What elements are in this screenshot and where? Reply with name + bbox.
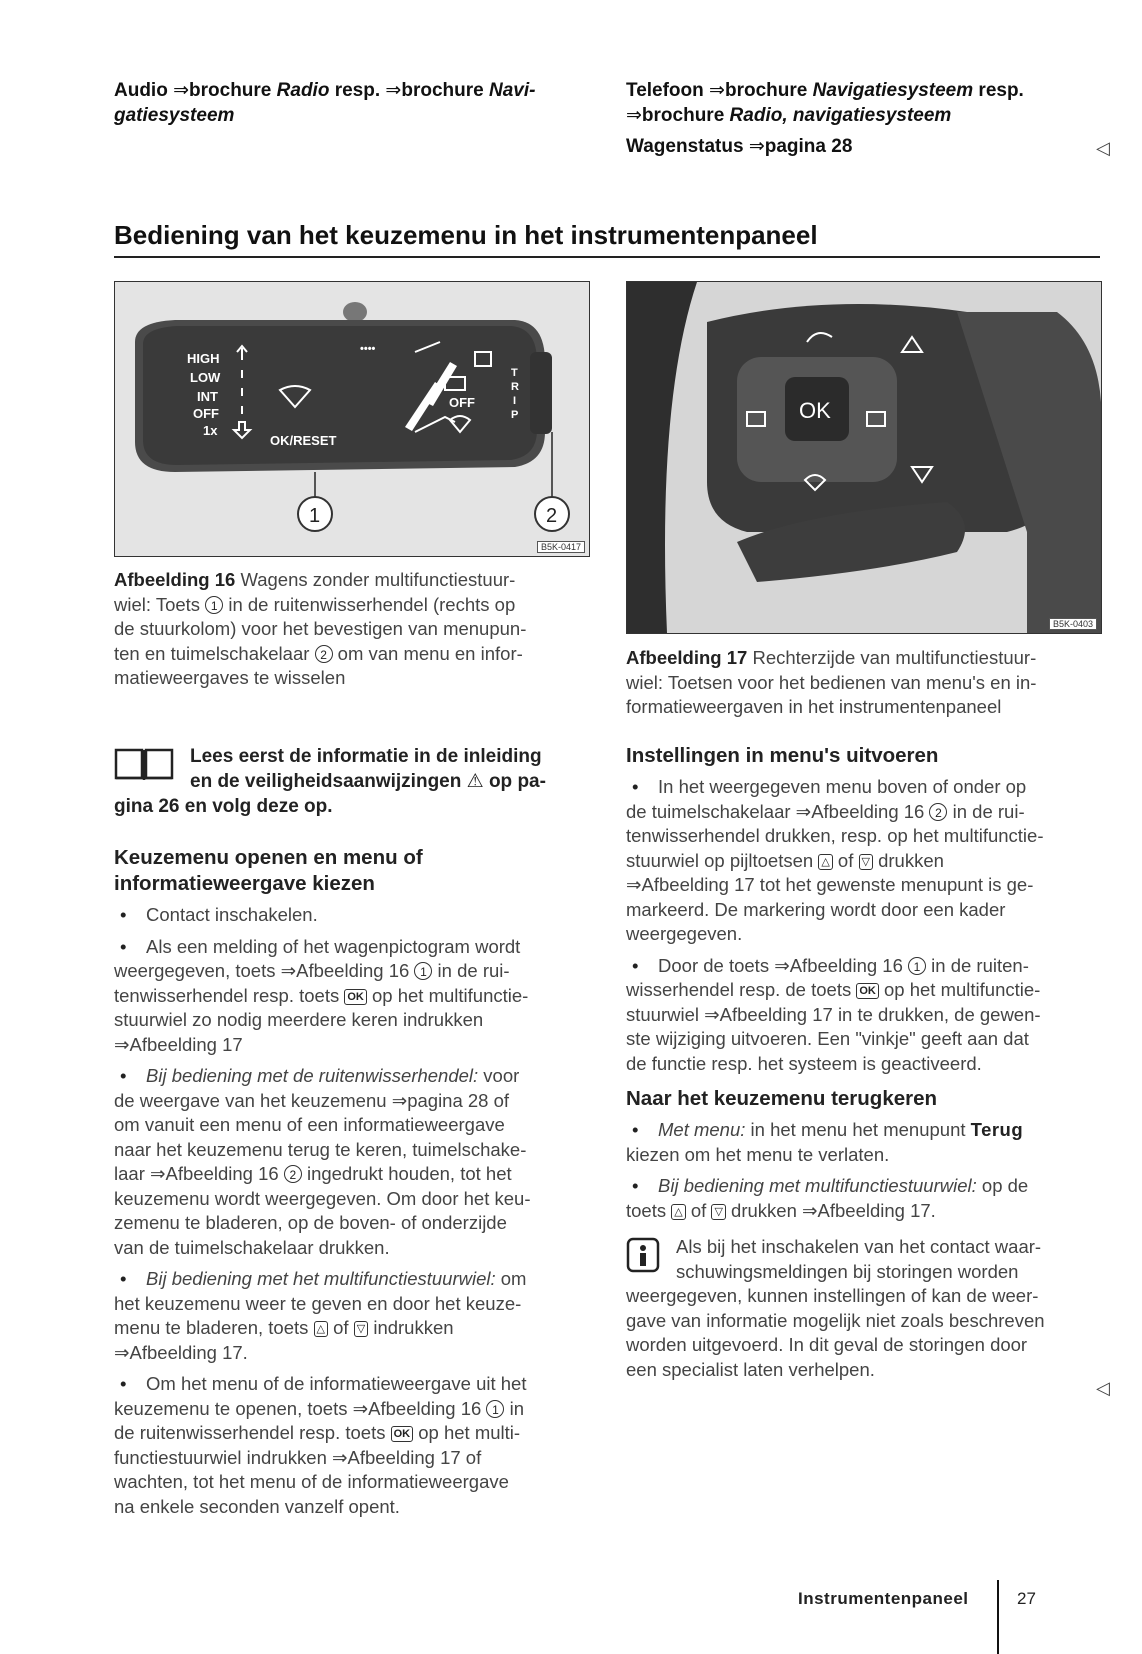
list-item: • Bij bediening met de ruitenwisserhendel: voor de weergave van het keuzemenu ⇒pagina 28 of om vanuit een menu of een informatieweergave naar het keuzemenu terug te keren, tuimelschake- laar ⇒Afbeelding 16 2 ingedrukt houden, tot het keuzemenu wordt weergegeven. Om door het keu- zemenu te bladeren, op de boven- of onderzijde van de tuimelschakelaar drukken. [114, 1064, 604, 1260]
ref-arrow-icon: ⇒ [332, 1446, 348, 1468]
notice-line: en de veiligheidsaanwijzingen [190, 771, 467, 792]
circle-1-icon: 1 [908, 957, 926, 975]
ref-arrow-icon: ⇒ [391, 1089, 408, 1111]
end-mark-icon: ◁ [1096, 1378, 1110, 1398]
right-heading-2: Naar het keuzemenu terugkeren [626, 1087, 938, 1110]
fig17-ref[interactable]: Afbeelding 17 [129, 1033, 243, 1055]
list-item: • In het weergegeven menu boven of onder op de tuimelschakelaar ⇒Afbeelding 16 2 in de rui- tenwisserhendel drukken, resp. op het multifunctie- stuurwiel op pijltoetsen △ of ▽ drukken ⇒Afbeelding 17 tot het gewenste menupunt is ge- markeerd. De markering wordt door een kader weergegeven. [626, 775, 1106, 947]
ref-arrow-icon: ⇒ [352, 1397, 369, 1419]
voice-key-icon: ▽ [711, 1204, 725, 1220]
end-mark-icon: ◁ [1096, 138, 1110, 158]
fig17-ref[interactable]: Afbeelding 17 in te drukken, de gewen- [719, 1003, 1041, 1025]
footer-divider [997, 1580, 999, 1654]
brochure-link-4[interactable]: brochure [641, 105, 730, 126]
list-item: • Als een melding of het wagenpictogram wordt weergegeven, toets ⇒Afbeelding 16 1 in de rui- tenwisserhendel resp. toets OK op het multifunctie- stuurwiel zo nodig meerdere keren indrukken ⇒Afbeelding 17 [114, 935, 604, 1058]
down-key-icon: ▽ [859, 854, 873, 870]
ref-arrow-icon: ⇒ [802, 1199, 818, 1221]
caption-text: matieweergaves te wisselen [114, 667, 346, 688]
caption-label: Afbeelding 16 [114, 569, 236, 590]
left-heading: Keuzemenu openen en menu of informatieweergave kiezen [114, 846, 423, 895]
ref-arrow-icon: ⇒ [385, 80, 402, 101]
fig17-ref[interactable]: Afbeelding 17. [817, 1199, 936, 1221]
caption-text: om van menu en infor- [332, 642, 523, 664]
audio-label: Audio [114, 80, 174, 101]
top-right-refs [626, 78, 1106, 159]
read-first-notice [114, 744, 594, 819]
left-column [114, 845, 604, 1526]
ok-label: OK [799, 398, 831, 423]
terug-menu-item: Terug [970, 1119, 1024, 1140]
brochure-link-2[interactable]: brochure [401, 80, 489, 101]
list-item: • Door de toets ⇒Afbeelding 16 1 in de ruiten- wisserhendel resp. de toets OK op het multifunctie- stuurwiel ⇒Afbeelding 17 in te drukken, de gewen- ste wijziging uitvoeren. Een "vinkje" geeft aan dat de functie resp. het systeem is geactiveerd. [626, 954, 1106, 1077]
ref-arrow-icon: ⇒ [173, 80, 190, 101]
onex-label: 1x [203, 423, 218, 438]
brochure-link-1[interactable]: brochure [189, 80, 277, 101]
info-line: schuwingsmeldingen bij storingen worden [676, 1260, 1019, 1282]
pagina-28-link[interactable]: pagina 28 [764, 136, 853, 157]
figure-17 [626, 281, 1102, 634]
dots-label: •••• [360, 343, 376, 355]
trip-i: I [513, 395, 517, 407]
warning-icon: ⚠ [466, 771, 484, 792]
wiper-stalk-illustration [115, 282, 589, 556]
ref-arrow-icon: ⇒ [748, 136, 765, 157]
ref-arrow-icon: ⇒ [114, 1033, 130, 1055]
caption-text: ten en tuimelschakelaar [114, 642, 315, 664]
info-line: Als bij het inschakelen van het contact waar- [676, 1236, 1042, 1257]
telefoon-label: Telefoon [626, 80, 710, 101]
info-line: weergegeven, kunnen instellingen of kan de weer- [626, 1285, 1039, 1306]
circle-1-icon: 1 [486, 1400, 504, 1418]
notice-line: op pa- [483, 771, 546, 792]
resp-text: resp. [973, 80, 1024, 101]
page-ref[interactable]: pagina 28 of [407, 1089, 510, 1111]
navi-ref-cont[interactable]: gatiesysteem [114, 105, 235, 126]
fig16-ref[interactable]: Afbeelding 16 [789, 954, 909, 976]
fig17-ref[interactable]: Afbeelding 17 tot het gewenste menupunt is ge- [641, 874, 1034, 895]
down-key-icon: ▽ [354, 1321, 368, 1337]
trip-t: T [511, 367, 518, 379]
phone-key-icon: △ [671, 1204, 685, 1220]
figure-16-caption [114, 568, 594, 691]
ok-key-icon: OK [391, 1426, 414, 1442]
figure-16 [114, 281, 590, 557]
right-column [626, 743, 1106, 1382]
list-item: • Om het menu of de informatieweergave uit het keuzemenu te openen, toets ⇒Afbeelding 16 1 in de ruitenwisserhendel resp. toets OK op het multi- functiestuurwiel indrukken ⇒Afbeelding 17 of wachten, tot het menu of de informatieweergave na enkele seconden vanzelf opent. [114, 1372, 604, 1519]
caption-text: in de ruitenwisserhendel (rechts op [223, 593, 516, 615]
ref-arrow-icon: ⇒ [280, 960, 297, 981]
radio-nav-ref[interactable]: Radio, navigatiesysteem [729, 105, 952, 126]
list-item: • Bij bediening met het multifunctiestuurwiel: om het keuzemenu weer te geven en door het keuze- menu te bladeren, toets △ of ▽ indrukken ⇒Afbeelding 17. [114, 1267, 604, 1365]
caption-text: Wagens zonder multifunctiestuur- [240, 569, 516, 590]
footer-section-label: Instrumentenpaneel [798, 1589, 969, 1608]
page-number: 27 [1017, 1589, 1036, 1608]
info-note [626, 1235, 1106, 1382]
steering-wheel-illustration [627, 282, 1101, 633]
list-item: • Contact inschakelen. [114, 903, 604, 928]
wagenstatus-label: Wagenstatus [626, 136, 749, 157]
off-label: OFF [193, 406, 219, 421]
radio-ref[interactable]: Radio [276, 80, 330, 101]
low-label: LOW [190, 370, 221, 385]
notice-line: Lees eerst de informatie in de inleiding [190, 746, 542, 767]
figure-17-caption [626, 646, 1106, 720]
info-line: gave van informatie mogelijk niet zoals beschreven [626, 1309, 1045, 1331]
trip-r: R [511, 381, 519, 393]
circle-2-icon: 2 [284, 1165, 302, 1183]
circle-2-icon: 2 [929, 803, 947, 821]
up-key-icon: △ [314, 1321, 328, 1337]
info-icon [626, 1237, 660, 1273]
circle-2-icon: 2 [315, 645, 333, 663]
info-line: worden uitgevoerd. In dit geval de storingen door [626, 1334, 1028, 1355]
caption-text: Rechterzijde van multifunctiestuur- [752, 647, 1037, 668]
list-item: • Met menu: in het menu het menupunt Terug kiezen om het menu te verlaten. [626, 1118, 1106, 1167]
fig16-ref[interactable]: Afbeelding 16 [296, 960, 415, 981]
fig16-ref[interactable]: Afbeelding 16 [811, 800, 930, 822]
ref-arrow-icon: ⇒ [795, 800, 812, 822]
fig17-ref[interactable]: Afbeelding 17. [129, 1341, 248, 1363]
caption-label: Afbeelding 17 [626, 647, 748, 668]
section-title: Bediening van het keuzemenu in het instrumentenpaneel [114, 220, 818, 250]
title-rule [114, 256, 1100, 258]
figure-code: B5K-0403 [1049, 618, 1097, 630]
fig16-ref[interactable]: Afbeelding 16 [165, 1163, 284, 1184]
list-item: • Bij bediening met multifunctiestuurwiel: op de toets △ of ▽ drukken ⇒Afbeelding 17. [626, 1174, 1106, 1223]
trip-p: P [511, 409, 519, 421]
caption-text: wiel: Toets [114, 593, 206, 615]
navi-ref[interactable]: Navi- [488, 80, 536, 101]
ref-arrow-icon: ⇒ [626, 105, 642, 126]
ref-arrow-icon: ⇒ [774, 954, 790, 976]
off2-label: OFF [449, 395, 475, 410]
high-label: HIGH [187, 351, 220, 366]
ref-arrow-icon: ⇒ [709, 80, 725, 101]
navigatiesysteem-ref[interactable]: Navigatiesysteem [812, 80, 974, 101]
right-heading-1: Instellingen in menu's uitvoeren [626, 744, 939, 767]
notice-line: gina 26 en volg deze op. [114, 796, 333, 817]
fig16-ref[interactable]: Afbeelding 16 [368, 1397, 487, 1419]
ok-key-icon: OK [856, 983, 879, 999]
brochure-link-3[interactable]: brochure [724, 80, 813, 101]
caption-text: wiel: Toetsen voor het bedienen van menu's en in- [626, 671, 1037, 693]
ref-arrow-icon: ⇒ [626, 874, 642, 895]
ref-arrow-icon: ⇒ [704, 1003, 720, 1025]
circle-1-icon: 1 [414, 962, 432, 980]
callout-2-num: 2 [546, 505, 558, 527]
int-label: INT [197, 389, 218, 404]
ok-key-icon: OK [344, 989, 367, 1005]
callout-1-num: 1 [309, 505, 321, 527]
book-icon [114, 748, 178, 784]
caption-text: de stuurkolom) voor het bevestigen van menupun- [114, 618, 527, 639]
fig17-ref[interactable]: Afbeelding 17 of [347, 1446, 482, 1468]
info-line: een specialist laten verhelpen. [626, 1358, 875, 1380]
ref-arrow-icon: ⇒ [114, 1341, 130, 1363]
top-left-refs [114, 78, 535, 128]
circle-1-icon: 1 [205, 596, 223, 614]
up-key-icon: △ [818, 854, 832, 870]
ref-arrow-icon: ⇒ [150, 1163, 166, 1184]
caption-text: formatieweergaven in het instrumentenpaneel [626, 696, 1002, 717]
figure-code: B5K-0417 [537, 541, 585, 553]
resp-text: resp. [329, 80, 386, 101]
okreset-label: OK/RESET [270, 433, 337, 448]
